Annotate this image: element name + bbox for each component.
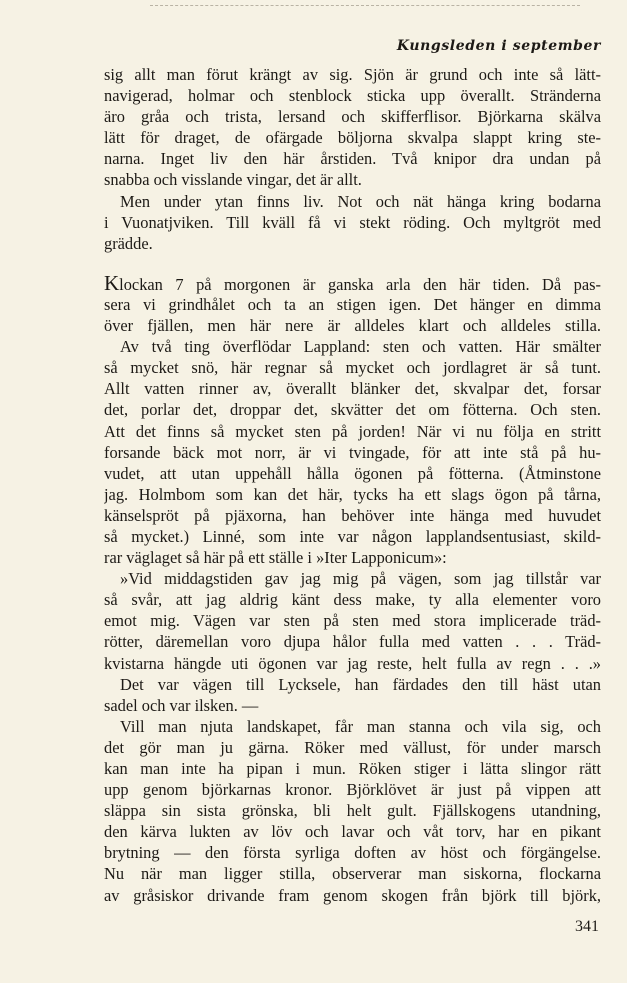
line-text: narna. Inget liv den här årstiden. Två knipor dra undan på <box>104 149 601 169</box>
text-line <box>104 800 601 821</box>
text-line <box>104 716 601 737</box>
text-line <box>104 589 601 610</box>
text-line <box>104 148 601 169</box>
line-text: emot mig. Vägen var sten på sten med stora implicerade träd- <box>104 611 601 631</box>
line-text: »Vid middagstiden gav jag mig på vägen, som jag tillstår var <box>120 569 601 589</box>
text-line <box>104 610 601 631</box>
line-text: Att det finns så mycket sten på jorden! När vi nu följa en stritt <box>104 421 601 441</box>
line-text: grädde. <box>104 233 153 253</box>
text-line <box>104 821 601 842</box>
text-line <box>104 674 601 695</box>
line-text: jag. Holmbom som kan det här, tycks ha ett slags ögon på tårna, <box>104 484 601 504</box>
line-text: sadel och var ilsken. — <box>104 695 259 715</box>
line-text: så mycket snö, här regnar så mycket och jordlagret är så tunt. <box>104 358 601 378</box>
line-text: äro gråa och trista, lersand och skifferflisor. Björkarna skälva <box>104 107 601 127</box>
text-line <box>104 233 601 254</box>
line-text: så svår, att jag aldrig känt dess make, ty alla elementer voro <box>104 590 601 610</box>
text-line <box>104 106 601 127</box>
text-line <box>104 442 601 463</box>
line-text: över fjällen, men här nere är alldeles klart och alldeles stilla. <box>104 316 601 336</box>
text-line <box>104 463 601 484</box>
line-text: brytning — den första syrliga doften av höst och förgängelse. <box>104 843 601 863</box>
line-text: så mycket.) Linné, som inte var någon lapplandsentusiast, skild- <box>104 526 601 546</box>
text-line <box>104 842 601 863</box>
line-text: släppa sin sista grönska, bli helt gult. Fjällskogens utandning, <box>104 801 601 821</box>
text-line <box>104 399 601 420</box>
text-line <box>104 547 601 568</box>
line-text: kan man inte ha pipan i mun. Röken stiger i lätta slingor rätt <box>104 759 601 778</box>
text-line <box>104 357 601 378</box>
top-edge-rule <box>150 5 580 6</box>
line-text: Nu när man ligger stilla, observerar man siskorna, flockarna <box>104 864 601 884</box>
text-line <box>104 779 601 800</box>
line-text: sig allt man förut krängt av sig. Sjön är grund och inte så lätt- <box>104 65 601 84</box>
line-text: Vill man njuta landskapet, får man stanna och vila sig, och <box>120 716 601 736</box>
text-line <box>104 212 601 233</box>
line-text: Men under ytan finns liv. Not och nät hänga kring bodarna <box>120 191 601 211</box>
text-line <box>104 568 601 589</box>
text-line <box>104 64 601 85</box>
line-text: forsande bäck mot norr, är vi tvingade, för att inte stå på hu- <box>104 442 601 462</box>
text-line <box>104 85 601 106</box>
line-text: Av två ting överflödar Lappland: sten och vatten. Här smälter <box>120 337 601 357</box>
line-text: i Vuonatjviken. Till kväll få vi stekt röding. Och myltgröt med <box>104 212 601 232</box>
text-line <box>104 294 601 315</box>
text-line <box>104 421 601 442</box>
text-line <box>104 885 601 906</box>
section-break <box>104 254 601 273</box>
line-text: rar väglaget så här på ett ställe i »Iter Lapponicum»: <box>104 548 447 568</box>
line-text: lätt för draget, de ofärgade böljorna skvalpa slappt kring ste- <box>104 128 601 148</box>
text-line <box>104 378 601 399</box>
line-text: kvistarna hängde uti ögonen var jag reste, helt fulla av regn . . .» <box>104 653 601 673</box>
text-line <box>104 315 601 336</box>
running-head: Kungsleden i september <box>396 38 601 54</box>
line-text: snabba och visslande vingar, det är allt. <box>104 170 362 190</box>
line-text: Det var vägen till Lycksele, han färdades den till häst utan <box>120 674 601 694</box>
line-text: av gråsiskor drivande fram genom skogen från björk till björk, <box>104 885 601 905</box>
text-line <box>104 695 601 716</box>
initial-letter: K <box>104 272 120 294</box>
line-text: känselspröt på pjäxorna, han behöver inte hänga med huvudet <box>104 505 601 525</box>
text-line <box>104 631 601 652</box>
text-line <box>104 526 601 547</box>
line-text: sera vi grindhålet och ta an stigen igen. Det hänger en dimma <box>104 294 601 314</box>
line-text: det, porlar det, droppar det, skvätter det om fötterna. Och sten. <box>104 400 601 420</box>
text-line <box>104 737 601 758</box>
line-text: rötter, däremellan voro djupa hålor fulla med vatten . . . Träd- <box>104 632 601 652</box>
text-line <box>104 484 601 505</box>
line-text: den kärva lukten av löv och lavar och våt torv, har en pikant <box>104 822 601 842</box>
body-text <box>104 64 601 906</box>
text-line <box>104 191 601 212</box>
text-line <box>104 505 601 526</box>
line-text: Allt vatten rinner av, överallt blänker det, skvalpar det, forsar <box>104 379 601 399</box>
text-line <box>104 758 601 779</box>
text-line <box>104 336 601 357</box>
text-line <box>104 273 601 294</box>
page-number: 341 <box>575 918 599 935</box>
line-text: lockan 7 på morgonen är ganska arla den här tiden. Då pas- <box>119 274 601 294</box>
text-line <box>104 653 601 674</box>
text-line <box>104 863 601 884</box>
line-text: upp genom björkarnas kronor. Björklövet är just på vippen att <box>104 780 601 800</box>
line-text: navigerad, holmar och stenblock sticka upp överallt. Stränderna <box>104 86 601 106</box>
text-line <box>104 169 601 190</box>
line-text: det gör man ju gärna. Röker med vällust, för under marsch <box>104 737 601 757</box>
text-line <box>104 127 601 148</box>
line-text: vudet, att utan uppehåll hålla ögonen på fötterna. (Åtminstone <box>104 463 601 483</box>
